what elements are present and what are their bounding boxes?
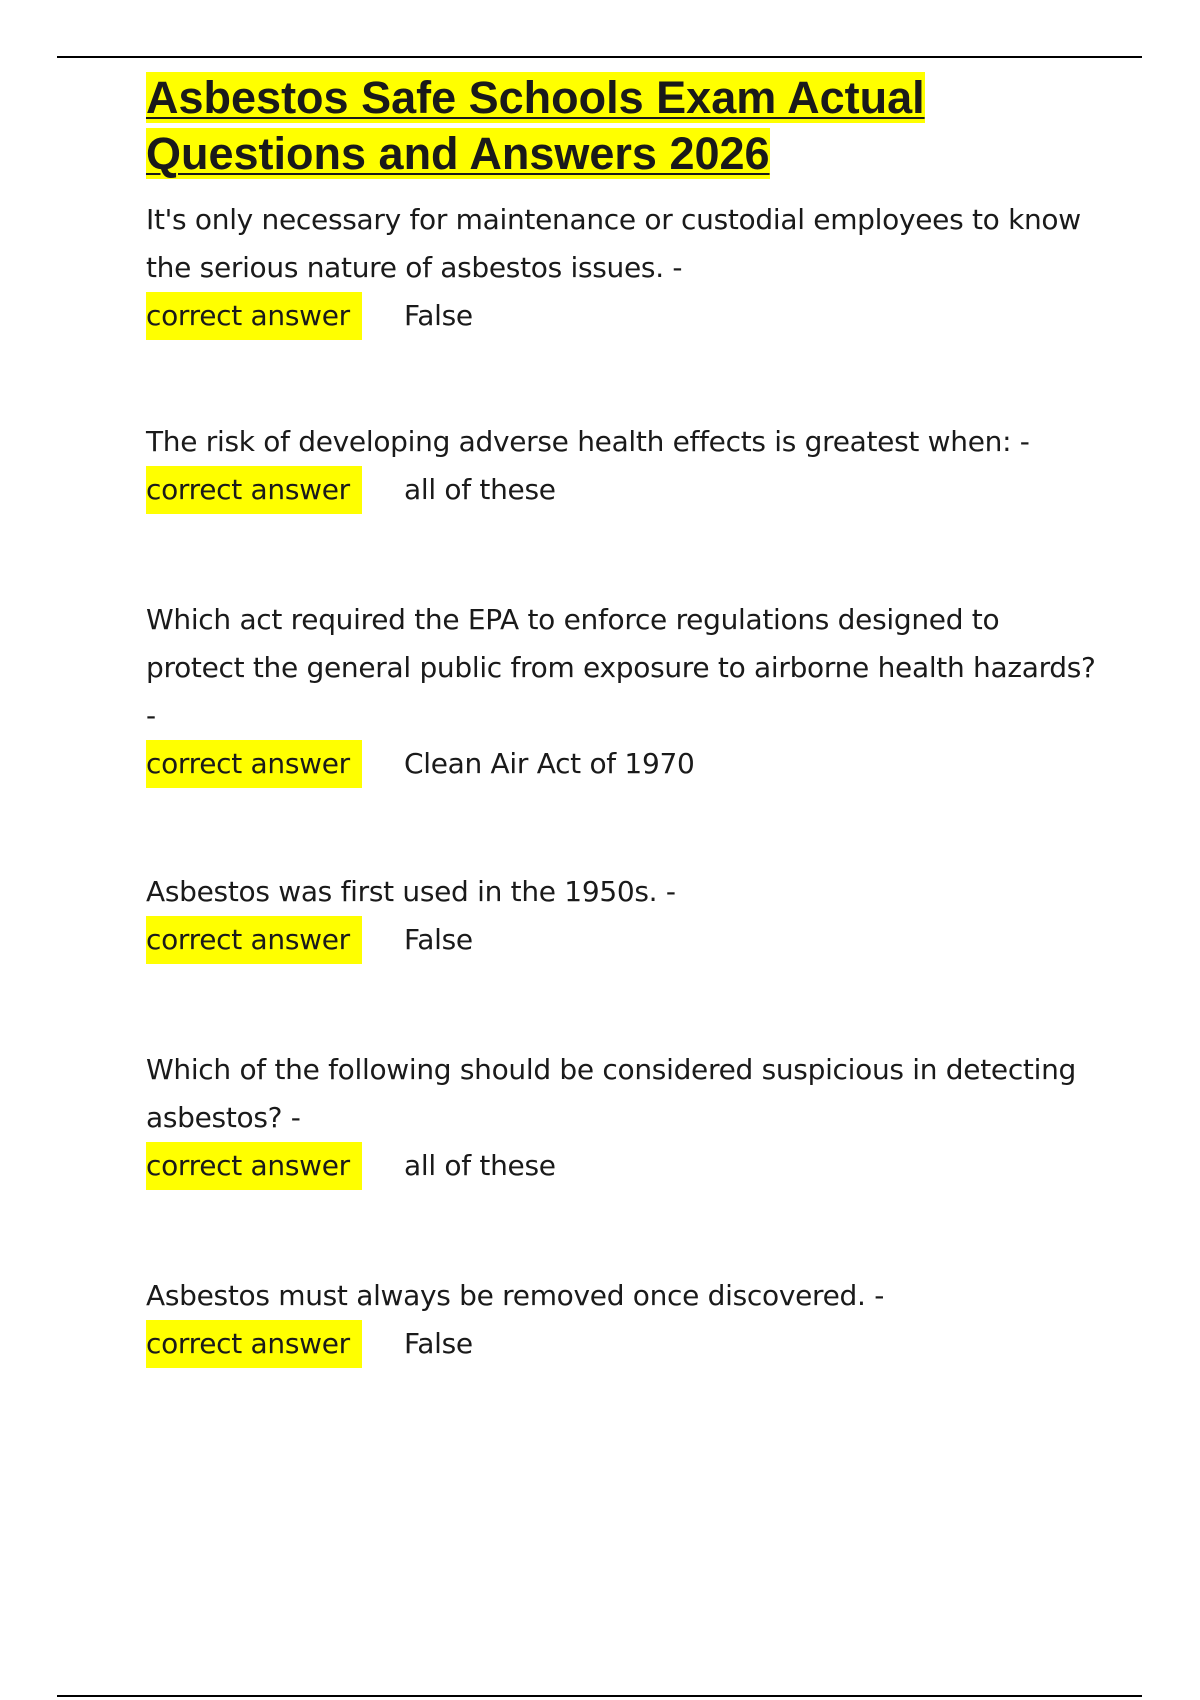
qa-item-4 — [146, 868, 1106, 964]
correct-answer-label: correct answer — [146, 740, 362, 788]
qa-item-2 — [146, 418, 1106, 514]
answer-value: False — [404, 1327, 473, 1360]
correct-answer-label: correct answer — [146, 1320, 362, 1368]
question-text: Which act required the EPA to enforce regulations designed to protect the general public from exposure to airborne health hazards? - — [146, 603, 1096, 732]
answer-value: False — [404, 923, 473, 956]
correct-answer-label: correct answer — [146, 916, 362, 964]
answer-line — [146, 292, 1106, 340]
document-body — [146, 70, 1106, 1368]
bottom-rule — [57, 1695, 1142, 1697]
answer-line — [146, 916, 1106, 964]
document-title — [146, 70, 1106, 182]
qa-item-5 — [146, 1046, 1106, 1190]
answer-line — [146, 1142, 1106, 1190]
qa-item-1 — [146, 196, 1106, 340]
correct-answer-label: correct answer — [146, 1142, 362, 1190]
question-text: The risk of developing adverse health effects is greatest when: - — [146, 425, 1030, 458]
question-text: It's only necessary for maintenance or custodial employees to know the serious nature of asbestos issues. - — [146, 203, 1081, 284]
answer-value: all of these — [404, 473, 556, 506]
answer-line — [146, 1320, 1106, 1368]
correct-answer-label: correct answer — [146, 466, 362, 514]
answer-line — [146, 466, 1106, 514]
title-line-1: Asbestos Safe Schools Exam Actual — [146, 72, 925, 123]
title-line-2: Questions and Answers 2026 — [146, 128, 770, 179]
answer-value: Clean Air Act of 1970 — [404, 747, 695, 780]
qa-item-6 — [146, 1272, 1106, 1368]
answer-value: False — [404, 299, 473, 332]
question-text: Asbestos was first used in the 1950s. - — [146, 875, 676, 908]
question-text: Which of the following should be considered suspicious in detecting asbestos? - — [146, 1053, 1076, 1134]
correct-answer-label: correct answer — [146, 292, 362, 340]
answer-value: all of these — [404, 1149, 556, 1182]
answer-line — [146, 740, 1106, 788]
qa-item-3 — [146, 596, 1106, 788]
top-rule — [57, 56, 1142, 58]
question-text: Asbestos must always be removed once discovered. - — [146, 1279, 885, 1312]
